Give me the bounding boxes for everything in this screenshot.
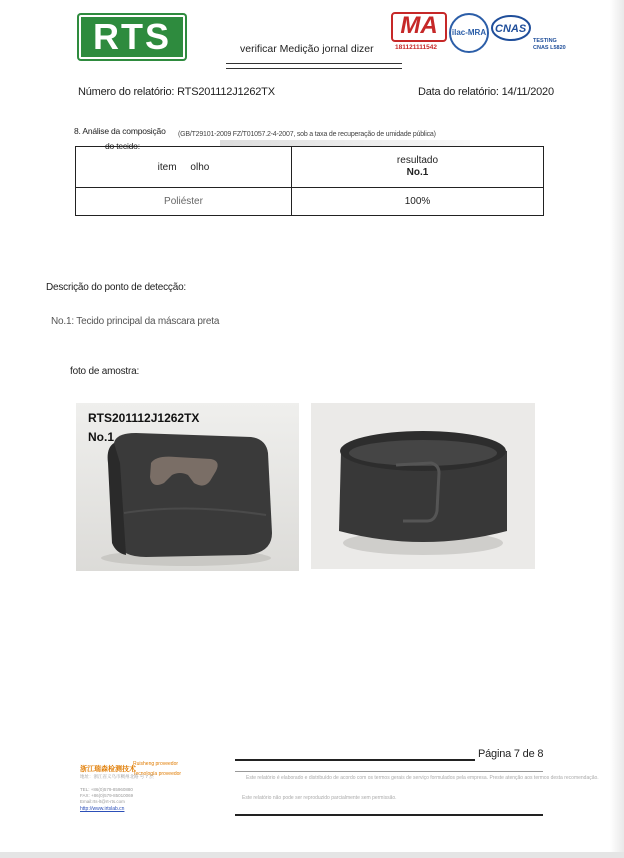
page-number: Página 7 de 8 xyxy=(478,748,544,760)
result-header-label: resultado xyxy=(396,155,439,166)
cnas-testing-label xyxy=(533,38,566,52)
item-header: item olho xyxy=(76,147,292,188)
ilac-mra-logo: ilac-MRA xyxy=(449,13,489,53)
test-standard: (GB/T29101-2009 FZ/T01057.2-4-2007, sob a taxa de recuperação de umidade pública) xyxy=(178,131,436,138)
composition-table xyxy=(75,146,544,216)
cma-logo: MA xyxy=(391,12,447,42)
photo-sample-no: No.1 xyxy=(88,430,115,444)
company-email: Email:rts-lt@rt-rts.com xyxy=(80,799,125,804)
detection-point-item: No.1: Tecido principal da máscara preta xyxy=(51,316,220,327)
sample-photo-front xyxy=(76,403,299,571)
section-heading-sub: do tecido: xyxy=(105,141,140,151)
cnas-number: CNAS L5820 xyxy=(533,45,566,51)
company-name-en-1: Ruisheng proveedor xyxy=(133,761,179,767)
company-name-en-2: Tecnología proveedor xyxy=(133,771,182,777)
sample-photo-back xyxy=(311,403,535,569)
sample-photo-heading: foto de amostra: xyxy=(70,366,140,377)
svg-text:CNAS: CNAS xyxy=(495,23,527,35)
page-bottom-shadow xyxy=(0,852,624,858)
table-row xyxy=(76,188,544,216)
page-edge-shadow xyxy=(610,0,624,858)
mask-band-image xyxy=(311,403,535,569)
fiber-percentage: 100% xyxy=(292,188,544,216)
rts-logo-text: RTS xyxy=(93,16,171,57)
disclaimer-terms: Este relatório é elaborado e distribuído de acordo com os termos gerais de serviço formulados pela empresa. Preste atenção aos termos desta recomendação. xyxy=(246,775,599,781)
report-number: Número do relatório: RTS201112J1262TX xyxy=(78,86,275,98)
company-website-link[interactable]: http://www.irtslab.cn xyxy=(80,806,125,812)
result-sample-no: No.1 xyxy=(406,167,429,178)
testing-text: TESTING xyxy=(533,38,557,44)
title-underline xyxy=(226,63,402,69)
section-heading: 8. Análise da composição xyxy=(74,126,166,136)
company-name: 浙江瑞森检测技术 xyxy=(80,766,136,773)
result-header xyxy=(292,147,544,188)
footer-rule-top xyxy=(235,759,475,761)
company-contacts xyxy=(80,787,133,805)
rts-logo xyxy=(77,13,187,61)
cnas-logo xyxy=(491,13,531,43)
table-header-row xyxy=(76,147,544,188)
company-address: 地址：浙江省义乌市稠州北路 号 7 层 xyxy=(80,774,154,779)
company-tel: TEL: +86(0)579-85960880 xyxy=(80,787,133,792)
detection-point-heading: Descrição do ponto de detecção: xyxy=(46,282,187,293)
mask-front-image xyxy=(76,403,299,571)
report-title: verificar Medição jornal dizer xyxy=(240,43,374,55)
report-date: Data do relatório: 14/11/2020 xyxy=(418,86,554,98)
cnas-swoosh-icon xyxy=(491,13,531,43)
photo-sample-code: RTS201112J1262TX xyxy=(88,411,200,425)
disclaimer-reproduction: Este relatório não pode ser reproduzido parcialmente sem permissão. xyxy=(242,795,397,801)
cma-number: 181121111542 xyxy=(395,44,437,51)
company-fax: FAX: +86(0)579-85010069 xyxy=(80,793,134,798)
footer-rule-thin xyxy=(235,771,543,772)
footer-rule-bottom xyxy=(235,814,543,816)
fiber-name: Poliéster xyxy=(76,188,292,216)
